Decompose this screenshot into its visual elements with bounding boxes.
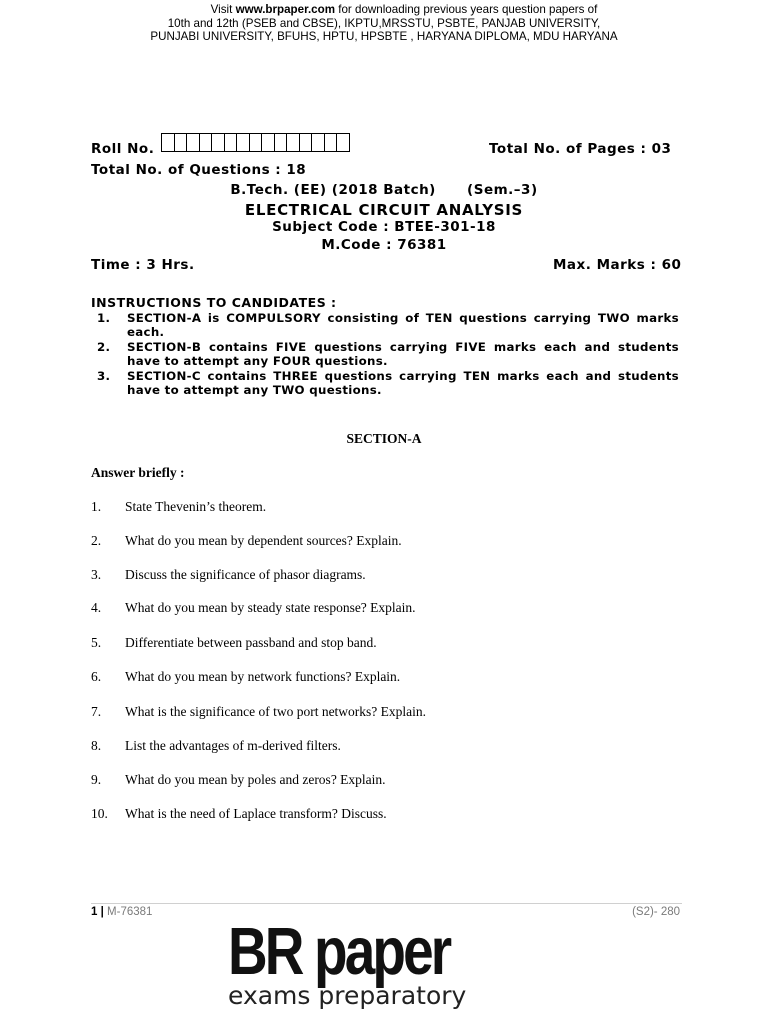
top-banner [0, 3, 768, 44]
question-text: What is the need of Laplace transform? Discuss. [125, 806, 387, 821]
banner-visit-text: Visit [210, 3, 233, 16]
roll-box [161, 133, 175, 152]
roll-box [274, 133, 288, 152]
roll-box [249, 133, 263, 152]
banner-line1-suffix: for downloading previous years question papers of [338, 3, 598, 16]
question-text: Differentiate between passband and stop band. [125, 635, 377, 650]
question-text: What do you mean by poles and zeros? Explain. [125, 772, 386, 787]
question-number: 9. [91, 772, 102, 787]
program-line: B.Tech. (EE) (2018 Batch) (Sem.–3) [230, 182, 538, 198]
question-text: State Thevenin’s theorem. [125, 499, 267, 514]
banner-line-3: PUNJABI UNIVERSITY, BFUHS, HPTU, HPSBTE , HARYANA DIPLOMA, MDU HARYANA [150, 30, 618, 43]
roll-box [261, 133, 275, 152]
roll-box [286, 133, 300, 152]
question-item [91, 635, 377, 651]
instruction-item [97, 370, 679, 397]
question-number: 4. [91, 600, 102, 615]
instruction-text: SECTION-C contains THREE questions carrying TEN marks each and students have to attempt any TWO questions. [127, 369, 679, 397]
instruction-number: 3. [97, 369, 111, 383]
question-item [91, 669, 400, 685]
logo-main-text: BR paper [228, 914, 450, 989]
banner-site-link[interactable]: www.brpaper.com [235, 3, 336, 16]
course-title: ELECTRICAL CIRCUIT ANALYSIS [244, 201, 524, 219]
subject-code: Subject Code : BTEE-301-18 [272, 219, 496, 235]
page-number: 1 [91, 906, 98, 918]
question-item [91, 567, 366, 583]
footer-code: (S2)- 280 [632, 906, 680, 918]
roll-box [311, 133, 325, 152]
roll-box [299, 133, 313, 152]
question-text: What do you mean by steady state response? Explain. [125, 600, 416, 615]
roll-box [336, 133, 350, 152]
question-text: What is the significance of two port networks? Explain. [125, 704, 427, 719]
answer-briefly-label: Answer briefly : [91, 465, 185, 480]
br-paper-logo [228, 914, 488, 1010]
roll-box [211, 133, 225, 152]
question-item [91, 738, 341, 754]
instructions-list [97, 312, 679, 399]
question-number: 2. [91, 533, 102, 548]
question-number: 3. [91, 567, 102, 582]
question-item [91, 772, 386, 788]
roll-box [174, 133, 188, 152]
question-number: 7. [91, 704, 102, 719]
question-text: Discuss the significance of phasor diagrams. [125, 567, 366, 582]
total-pages: Total No. of Pages : 03 [489, 141, 672, 157]
banner-line-1 [0, 3, 768, 17]
question-text: What do you mean by network functions? Explain. [125, 669, 401, 684]
instruction-number: 1. [97, 311, 111, 325]
question-text: List the advantages of m-derived filters. [125, 738, 341, 753]
instructions-title: INSTRUCTIONS TO CANDIDATES : [91, 295, 337, 310]
instruction-item [97, 341, 679, 368]
question-item [91, 499, 266, 515]
footer-divider [91, 903, 682, 904]
logo-tagline: exams preparatory [228, 981, 467, 1010]
question-number: 6. [91, 669, 102, 684]
question-item [91, 533, 402, 549]
footer-page-info [91, 906, 152, 918]
instruction-text: SECTION-A is COMPULSORY consisting of TEN questions carrying TWO marks each. [127, 311, 679, 339]
question-item [91, 806, 387, 822]
instruction-item [97, 312, 679, 339]
roll-box [236, 133, 250, 152]
roll-box [186, 133, 200, 152]
roll-box [224, 133, 238, 152]
time-label: Time : 3 Hrs. [91, 257, 195, 273]
footer-mcode: M-76381 [107, 906, 153, 918]
footer-separator: | [100, 906, 104, 918]
question-number: 10. [91, 806, 108, 821]
max-marks: Max. Marks : 60 [553, 257, 682, 273]
m-code: M.Code : 76381 [321, 237, 447, 253]
question-text: What do you mean by dependent sources? Explain. [125, 533, 402, 548]
total-questions: Total No. of Questions : 18 [91, 162, 307, 178]
instruction-text: SECTION-B contains FIVE questions carrying FIVE marks each and students have to attempt any FOUR questions. [127, 340, 679, 368]
section-a-title: SECTION-A [346, 431, 422, 446]
question-item [91, 600, 416, 616]
roll-box [324, 133, 338, 152]
question-item [91, 704, 426, 720]
roll-no-label: Roll No. [91, 141, 155, 157]
question-number: 5. [91, 635, 102, 650]
roll-no-boxes [161, 133, 349, 152]
instruction-number: 2. [97, 340, 111, 354]
banner-line-2: 10th and 12th (PSEB and CBSE), IKPTU,MRSSTU, PSBTE, PANJAB UNIVERSITY, [167, 16, 601, 30]
roll-box [199, 133, 213, 152]
question-number: 8. [91, 738, 102, 753]
question-number: 1. [91, 499, 102, 514]
